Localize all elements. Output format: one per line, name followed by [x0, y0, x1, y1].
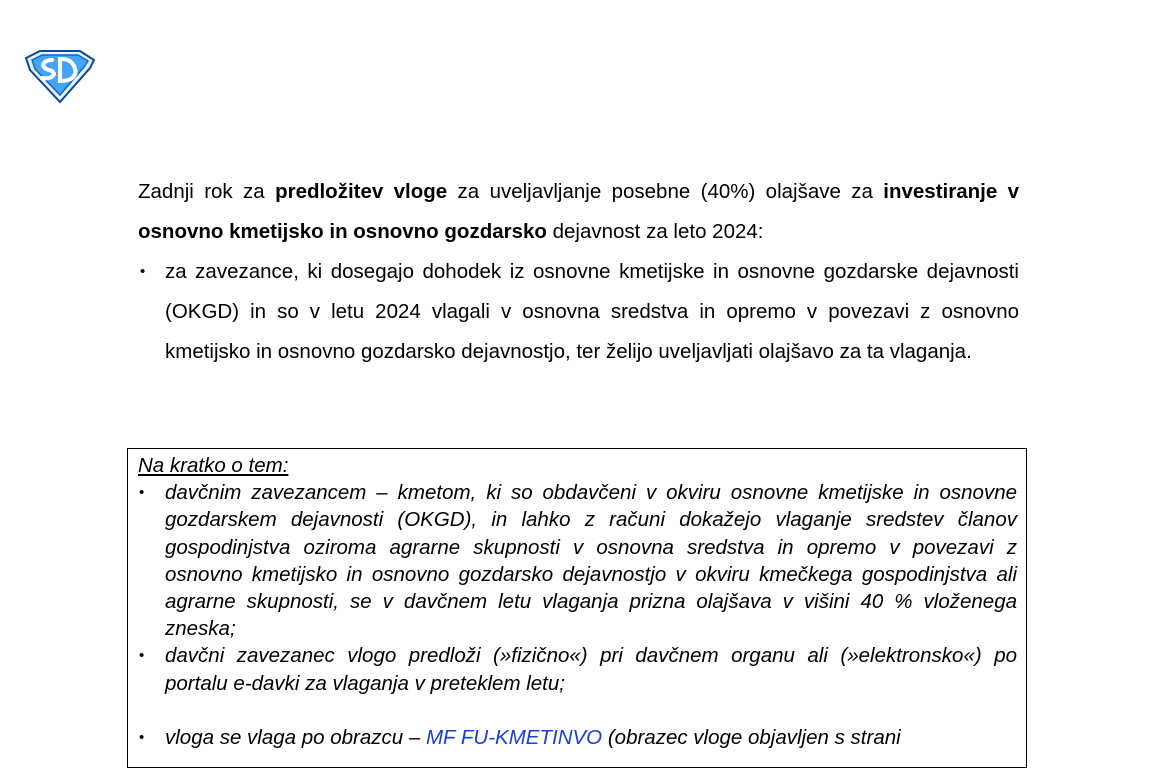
bullet-icon: •: [140, 263, 146, 280]
bullet-icon: •: [139, 728, 145, 746]
bullet-icon: •: [139, 484, 145, 502]
main-bullet-item: [138, 252, 1019, 372]
intro-text-3: dejavnost za leto 2024:: [546, 220, 764, 243]
summary-item-text: vloga se vlaga po obrazcu –: [165, 725, 426, 749]
summary-item-text-tail: (obrazec vloge objavljen s strani: [602, 725, 901, 749]
intro-paragraph: [138, 172, 1019, 252]
summary-item-text: davčni zavezanec vlogo predloži (»fizično«) pri davčnem organu ali (»elektronsko«) po portalu e-davki za vlaganja v preteklem letu;: [165, 644, 1017, 695]
summary-box: [127, 448, 1027, 768]
summary-item: [138, 642, 1017, 696]
bullet-icon: •: [139, 647, 145, 665]
summary-list: [138, 479, 1017, 697]
intro-text-2: za uveljavljanje posebne (40%) olajšave za: [447, 180, 884, 203]
intro-text-1: Zadnji rok za: [138, 180, 276, 203]
intro-bold-2: investiranje v osnovno kmetijsko in osnovno gozdarsko: [138, 180, 1019, 243]
company-logo: [22, 48, 96, 104]
summary-item-text: davčnim zavezancem – kmetom, ki so obdavčeni v okviru osnovne kmetijske in osnovne gozdarskem dejavnosti (OKGD), in lahko z računi dokažejo vlaganje sredstev članov gospodinjstva oziroma agrarne skupnosti v osnovna sredstva in opremo v povezavi z osnovno kmetijsko in osnovno gozdarsko dejavnostjo v okviru kmečkega gospodinjstva ali agrarne skupnosti, se v davčnem letu vlaganja prizna olajšava v višini 40 % vloženega zneska;: [165, 481, 1017, 641]
main-bullet-text: za zavezance, ki dosegajo dohodek iz osnovne kmetijske in osnovne gozdarske dejavnosti (OKGD) in so v letu 2024 vlagali v osnovna sredstva in opremo v povezavi z osnovno kmetijsko in osnovno gozdarsko dejavnostjo, ter želijo uveljavljati olajšavo za ta vlaganja.: [165, 260, 1019, 363]
summary-item: [138, 479, 1017, 642]
summary-box-title: Na kratko o tem:: [138, 454, 289, 477]
form-link[interactable]: MF FU-KMETINVO: [425, 725, 603, 749]
main-content: [138, 172, 1019, 372]
main-bullet-list: [138, 252, 1019, 372]
summary-list-continued: [138, 724, 1017, 751]
spacer: [138, 697, 1017, 724]
summary-item: [138, 724, 1017, 751]
intro-bold-1: predložitev vloge: [275, 180, 448, 203]
